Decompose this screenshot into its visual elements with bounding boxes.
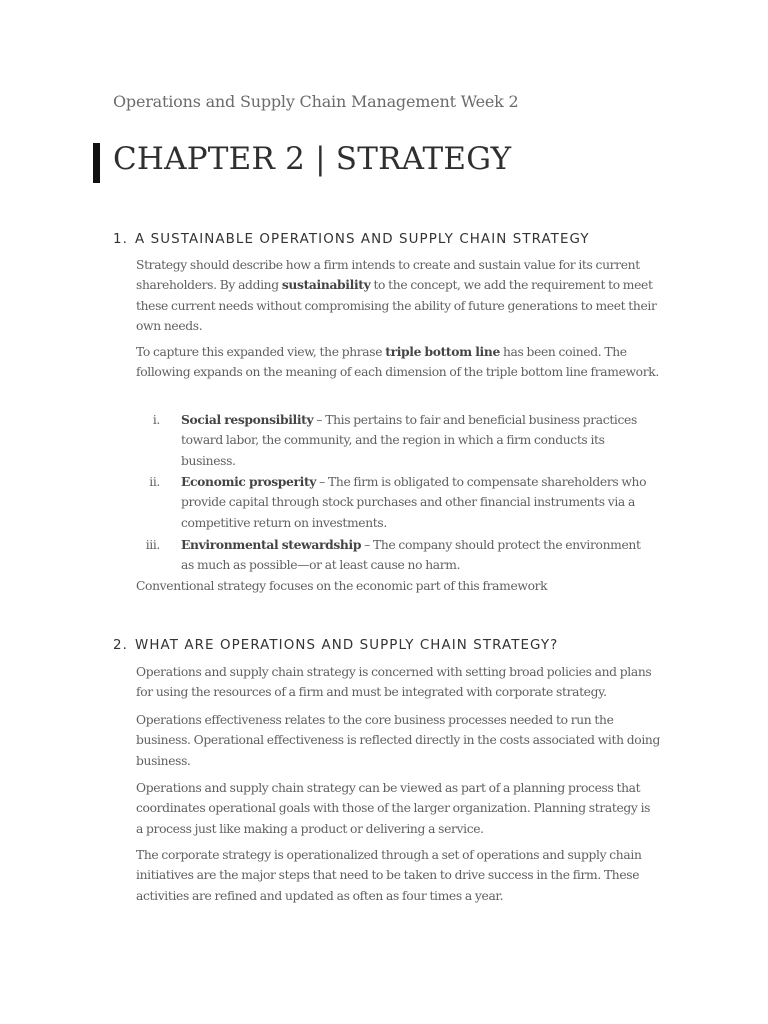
section-1-closing: Conventional strategy focuses on the economic part of this framework [136, 579, 548, 593]
list-item-text: – This pertains to fair and beneficial business practices toward labor, the community, and the region in which a firm conducts its business. [181, 413, 637, 468]
section-2-heading-text: WHAT ARE OPERATIONS AND SUPPLY CHAIN STRATEGY? [135, 638, 559, 653]
section-1-paragraph-1 [136, 255, 660, 336]
paragraph-text: to the concept, we add the requirement to meet these current needs without compromising the ability of future generations to meet their own needs. [136, 278, 657, 333]
list-item-term: Social responsibility [181, 412, 314, 427]
list-item-body [181, 472, 656, 533]
paragraph-text: has been coined. The following expands on the meaning of each dimension of the triple bottom line framework. [136, 345, 659, 380]
list-marker: iii. [145, 538, 160, 552]
list-item-text: – The company should protect the environment as much as possible—or at least cause no harm. [181, 538, 641, 573]
section-2-heading [113, 638, 558, 653]
list-marker: i. [152, 413, 160, 427]
title-accent-bar [93, 143, 100, 183]
list-item-text: – The firm is obligated to compensate shareholders who provide capital through stock purchases and other financial instruments via a competitive return on investments. [181, 475, 647, 530]
bold-term-triple-bottom-line: triple bottom line [385, 344, 500, 359]
paragraph-text: To capture this expanded view, the phrase [136, 345, 386, 359]
section-2-paragraph-3: Operations and supply chain strategy can be viewed as part of a planning process that coordinates operational goals with those of the larger organization. Planning strategy is a process just like making a product or delivering a service. [136, 781, 651, 836]
list-item-body [181, 410, 656, 471]
list-marker: ii. [149, 475, 160, 489]
paragraph-text: Strategy should describe how a firm intends to create and sustain value for its current shareholders. By adding [136, 258, 640, 293]
list-item-term: Economic prosperity [181, 474, 317, 489]
section-1-paragraph-2 [136, 342, 660, 383]
chapter-title: CHAPTER 2 | STRATEGY [113, 141, 512, 177]
section-1-number: 1. [113, 232, 128, 247]
section-2-paragraph-1: Operations and supply chain strategy is concerned with setting broad policies and plans for using the resources of a firm and must be integrated with corporate strategy. [136, 665, 652, 700]
section-1-heading [113, 232, 590, 247]
document-subtitle: Operations and Supply Chain Management Week 2 [113, 92, 519, 111]
section-2-paragraph-4: The corporate strategy is operationalized through a set of operations and supply chain initiatives are the major steps that need to be taken to drive success in the firm. These activities are refined and updated as often as four times a year. [136, 848, 642, 903]
section-2-number: 2. [113, 638, 128, 653]
section-1-heading-text: A SUSTAINABLE OPERATIONS AND SUPPLY CHAIN STRATEGY [135, 232, 590, 247]
section-2-paragraph-2: Operations effectiveness relates to the core business processes needed to run the business. Operational effectiveness is reflected directly in the costs associated with doing business. [136, 713, 660, 768]
bold-term-sustainability: sustainability [281, 277, 371, 293]
list-item-body [181, 535, 656, 576]
list-item-term: Environmental stewardship [181, 537, 362, 552]
